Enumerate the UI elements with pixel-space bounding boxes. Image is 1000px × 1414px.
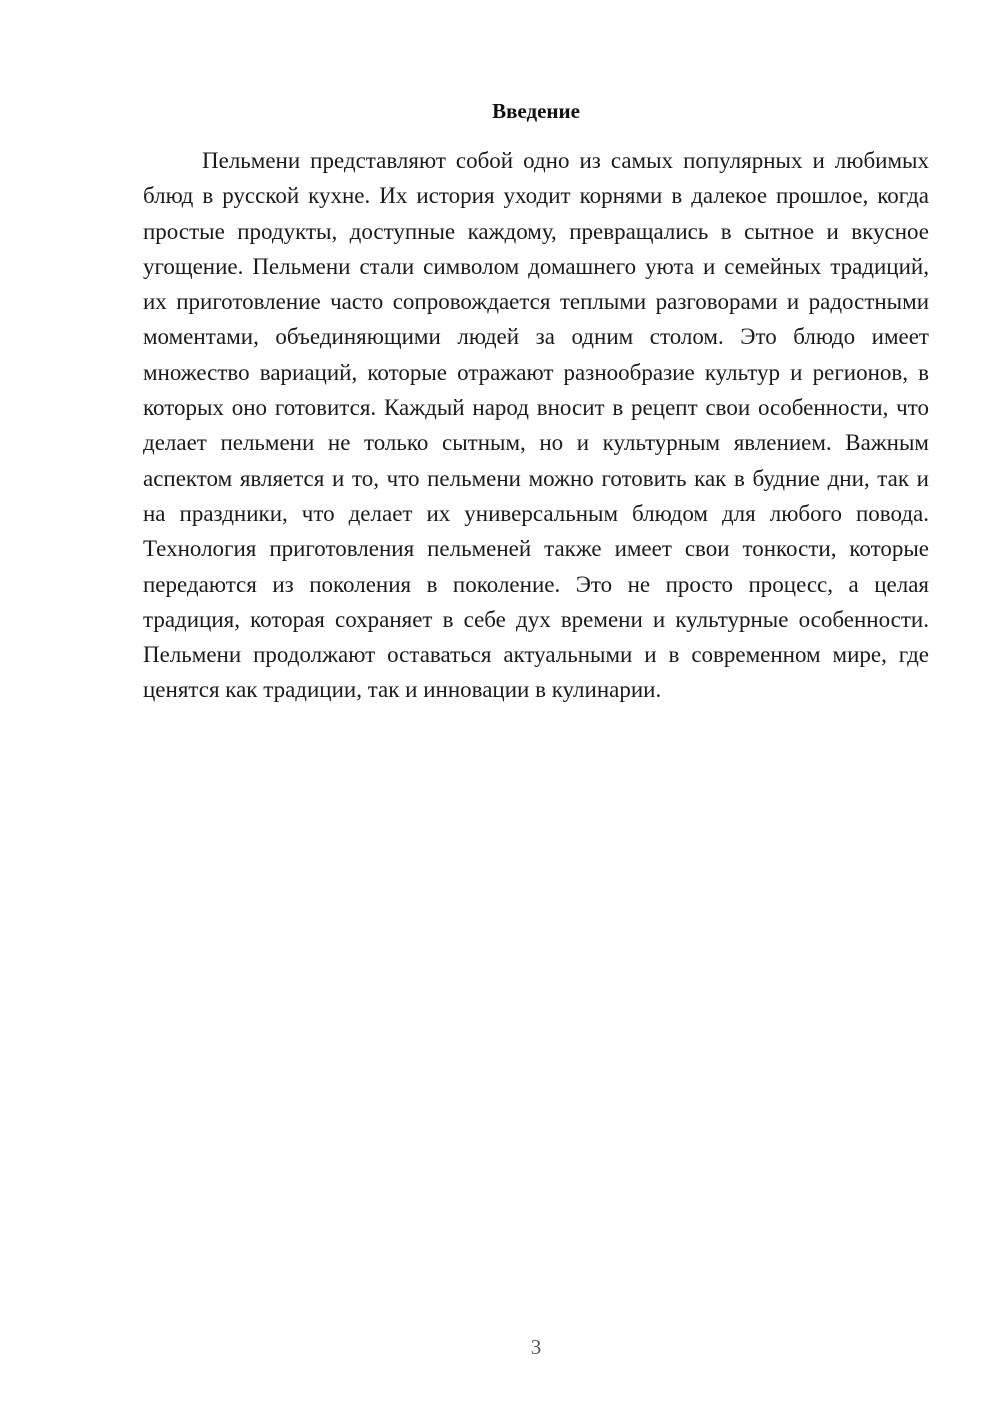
page-number: 3 [530,1335,542,1359]
section-heading: Введение [492,99,580,123]
body-paragraph: Пельмени представляют собой одно из самых популярных и любимых блюд в русской кухне. Их история уходит корнями в далекое прошлое, когда простые продукты, доступные каждому, превращались в сытное и вкусное угощение. Пельмени стали символом домашнего уюта и семейных традиций, их приготовление часто сопровождается теплыми разговорами и радостными моментами, объединяющими людей за одним столом. Это блюдо имеет множество вариаций, которые отражают разнообразие культур и регионов, в которых оно готовится. Каждый народ вносит в рецепт свои особенности, что делает пельмени не только сытным, но и культурным явлением. Важным аспектом является и то, что пельмени можно готовить как в будние дни, так и на праздники, что делает их универсальным блюдом для любого повода. Технология приготовления пельменей также имеет свои тонкости, которые передаются из поколения в поколение. Это не просто процесс, а целая традиция, которая сохраняет в себе дух времени и культурные особенности. Пельмени продолжают оставаться актуальными и в современном мире, где ценятся как традиции, так и инновации в кулинарии. [143,148,929,703]
